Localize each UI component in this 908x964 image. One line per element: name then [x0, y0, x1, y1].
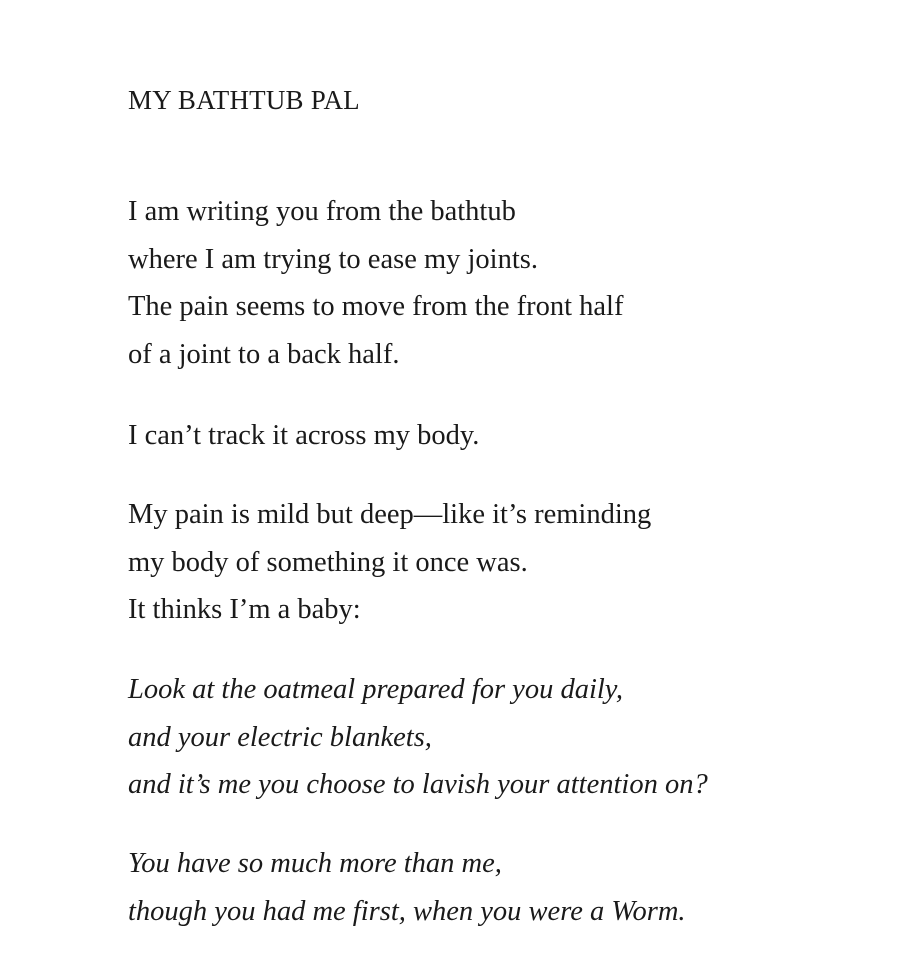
stanza-italic: [128, 666, 708, 809]
poem-line: and your electric blankets,: [128, 721, 432, 753]
poem-line: my body of something it once was.: [128, 546, 528, 578]
poem-title: MY BATHTUB PAL: [128, 85, 360, 115]
poem-line: Look at the oatmeal prepared for you daily,: [128, 674, 623, 705]
poem-line: I can’t track it across my body.: [128, 420, 480, 451]
poem-line: and it’s me you choose to lavish your attention on?: [128, 769, 708, 800]
poem-line: You have so much more than me,: [128, 848, 502, 879]
poem-line: though you had me first, when you were a Worm.: [128, 895, 686, 927]
stanza: [128, 188, 623, 378]
poem-page: [128, 0, 888, 964]
stanza: [128, 412, 479, 460]
poem-line: It thinks I’m a baby:: [128, 594, 361, 625]
stanza-italic: [128, 840, 686, 935]
poem-line: where I am trying to ease my joints.: [128, 243, 538, 275]
poem-line: I am writing you from the bathtub: [128, 196, 516, 227]
stanza: [128, 491, 651, 634]
poem-line: of a joint to a back half.: [128, 338, 400, 370]
poem-line: My pain is mild but deep—like it’s reminding: [128, 499, 652, 530]
poem-line: The pain seems to move from the front half: [128, 291, 624, 322]
